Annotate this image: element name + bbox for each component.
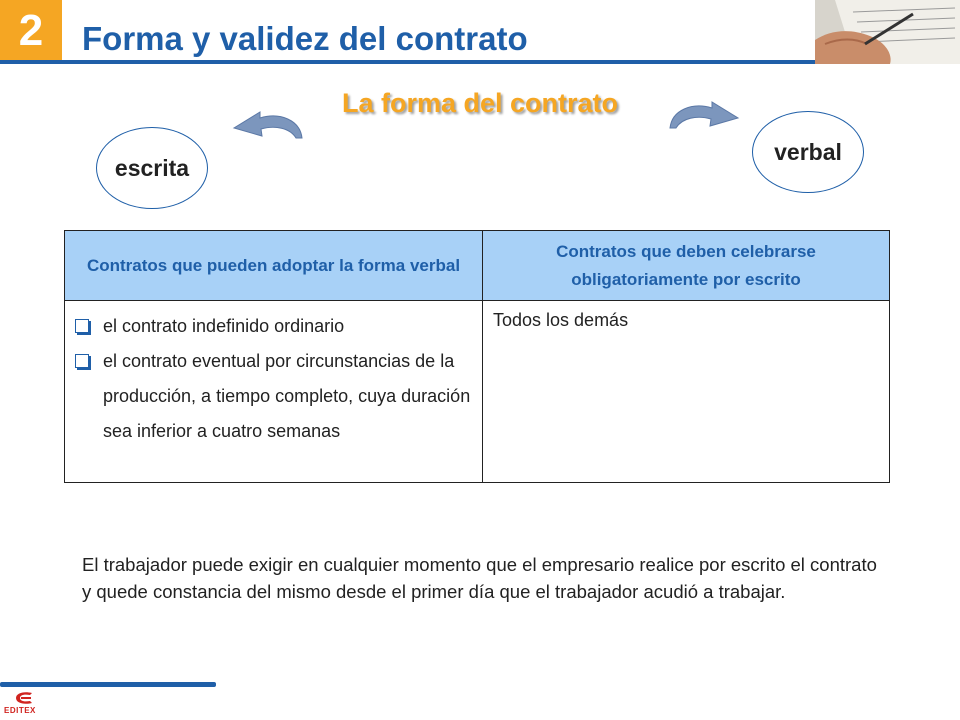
- contract-form-table: [64, 230, 890, 483]
- editex-logo: [4, 690, 50, 718]
- checkbox-bullet-icon: [75, 319, 89, 333]
- list-item-text: el contrato indefinido ordinario: [103, 316, 345, 336]
- table-header-escrito: Contratos que deben celebrarse obligatoriamente por escrito: [483, 231, 890, 301]
- table-header-verbal: Contratos que pueden adoptar la forma verbal: [65, 231, 483, 301]
- list-item-text: el contrato eventual por circunstancias de la producción, a tiempo completo, cuya duración sea inferior a cuatro semanas: [103, 351, 471, 441]
- chapter-number: 2: [18, 6, 44, 55]
- list-item: [75, 309, 472, 344]
- curved-arrow-right-icon: [662, 100, 742, 130]
- logo-text: EDITEX: [4, 706, 36, 715]
- table-header-row: [65, 231, 890, 301]
- form-escrita: escrita: [96, 127, 208, 209]
- footer-divider: [0, 682, 216, 687]
- table-cell-verbal: [65, 301, 483, 483]
- verbal-contract-list: [75, 309, 472, 449]
- list-item: [75, 344, 472, 449]
- header-photo: [815, 0, 960, 64]
- section-title: La forma del contrato: [341, 88, 619, 118]
- note-paragraph: El trabajador puede exigir en cualquier momento que el empresario realice por escrito el contrato y quede constancia del mismo desde el primer día que el trabajador acudió a trabajar.: [82, 554, 877, 602]
- curved-arrow-left-icon: [230, 110, 310, 140]
- chapter-badge: [0, 0, 62, 62]
- table-cell-escrito: Todos los demás: [483, 301, 890, 483]
- checkbox-bullet-icon: [75, 354, 89, 368]
- editex-logo-icon: [12, 690, 42, 706]
- table-row: [65, 301, 890, 483]
- form-verbal: verbal: [752, 111, 864, 193]
- header-divider: [0, 60, 815, 64]
- page-title: Forma y validez del contrato: [82, 20, 528, 57]
